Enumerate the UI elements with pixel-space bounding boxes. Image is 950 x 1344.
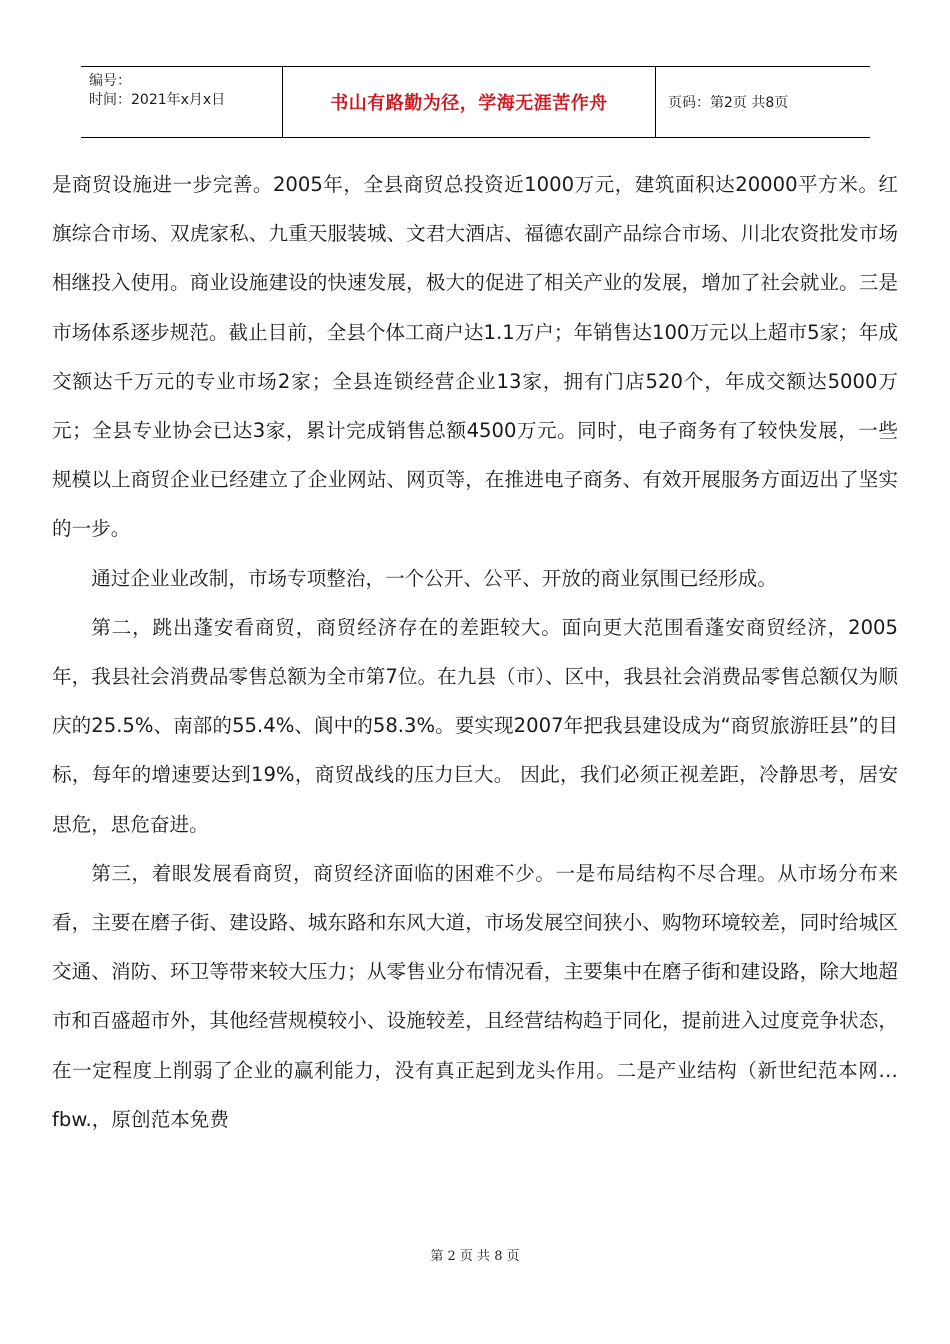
paragraph-3: 第二，跳出蓬安看商贸，商贸经济存在的差距较大。面向更大范围看蓬安商贸经济，2005年，我县社会消费品零售总额为全市第7位。在九县（市）、区中，我县社会消费品零售总额仅为顺庆的25.5%、南部的55.4%、阆中的58.3%。要实现2007年把我县建设成为“商贸旅游旺县”的目标，每年的增速要达到19%，商贸战线的压力巨大。 因此，我们必须正视差距，冷静思考，居安思危，思危奋进。 — [52, 615, 898, 836]
document-body — [52, 160, 898, 1144]
paragraph-4: 第三，着眼发展看商贸，商贸经济面临的困难不少。一是布局结构不尽合理。从市场分布来看，主要在磨子街、建设路、城东路和东风大道，市场发展空间狭小、购物环境较差，同时给城区交通、消防、环卫等带来较大压力；从零售业分布情况看，主要集中在磨子街和建设路，除大地超市和百盛超市外，其他经营规模较小、设施较差，且经营结构趋于同化，提前进入过度竞争状态，在一定程度上削弱了企业的赢利能力，没有真正起到龙头作用。二是产业结构（新世纪范本网…fbw.，原创范本免费 — [52, 861, 898, 1131]
header-page-info: 页码：第2页 共8页 — [668, 95, 789, 111]
paragraph-2: 通过企业业改制，市场专项整治，一个公开、公平、开放的商业氛围已经形成。 — [91, 566, 777, 590]
page-footer: 第 2 页 共 8 页 — [430, 1249, 520, 1264]
doc-number-label: 编号： — [89, 73, 131, 89]
header-table — [81, 66, 870, 138]
header-meta-cell — [81, 67, 282, 137]
paragraph-1: 是商贸设施进一步完善。2005年，全县商贸总投资近1000万元，建筑面积达20000平方米。红旗综合市场、双虎家私、九重天服装城、文君大酒店、福德农副产品综合市场、川北农资批发市场相继投入使用。商业设施建设的快速发展，极大的促进了相关产业的发展，增加了社会就业。三是市场体系逐步规范。截止目前，全县个体工商户达1.1万户；年销售达100万元以上超市5家；年成交额达千万元的专业市场2家；全县连锁经营企业13家，拥有门店520个，年成交额达5000万元；全县专业协会已达3家，累计完成销售总额4500万元。同时，电子商务有了较快发展，一些规模以上商贸企业已经建立了企业网站、网页等，在推进电子商务、有效开展服务方面迈出了坚实的一步。 — [52, 173, 898, 541]
header-motto: 书山有路勤为径，学海无涯苦作舟 — [282, 67, 656, 137]
date-label: 时间：2021年x月x日 — [89, 92, 226, 108]
